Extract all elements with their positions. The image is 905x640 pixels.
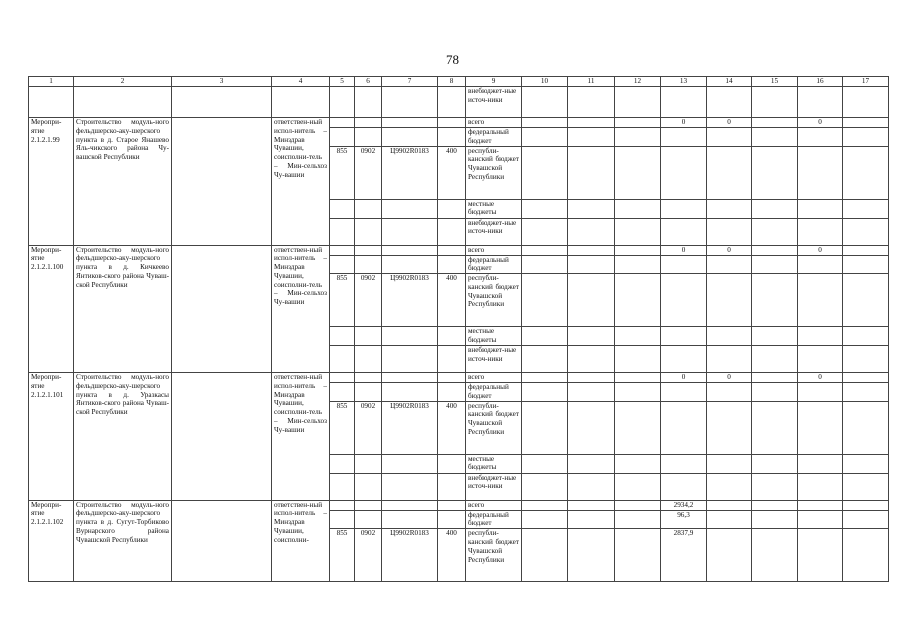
column-number: 15 xyxy=(752,77,798,87)
column-number-row xyxy=(29,77,889,87)
kbk-csr: Ц9902R0183 xyxy=(382,146,438,199)
value-col14 xyxy=(707,401,752,454)
kbk-rzpr: 0902 xyxy=(355,146,382,199)
event-code: Меропри-ятие 2.1.2.1.102 xyxy=(29,500,74,582)
value-col13 xyxy=(661,383,707,402)
column-number: 3 xyxy=(172,77,272,87)
page-number: 78 xyxy=(446,52,459,67)
funding-source-cell: всего xyxy=(466,373,522,383)
column-number: 1 xyxy=(29,77,74,87)
funding-source-cell: федеральный бюджет xyxy=(466,510,522,529)
funding-source-cell: всего xyxy=(466,245,522,255)
kbk-vr: 400 xyxy=(438,529,466,582)
value-col16: 0 xyxy=(798,245,843,255)
value-col14 xyxy=(707,274,752,327)
funding-source-cell: местные бюджеты xyxy=(466,454,522,473)
value-col13 xyxy=(661,255,707,274)
funding-source-cell: республи-канский бюджет Чувашской Республики xyxy=(466,274,522,327)
funding-source-cell: всего xyxy=(466,118,522,128)
value-col16 xyxy=(798,146,843,199)
kbk-vr: 400 xyxy=(438,401,466,454)
column-number: 8 xyxy=(438,77,466,87)
value-col16 xyxy=(798,274,843,327)
value-col16 xyxy=(798,500,843,510)
event-executor: ответствен-ный испол-нитель – Минздрав Чувашии, соисполни-тель – Мин-сельхоз Чу-вашии xyxy=(272,245,330,373)
column-number: 6 xyxy=(355,77,382,87)
column-number: 9 xyxy=(466,77,522,87)
table-row xyxy=(29,245,889,255)
table-row xyxy=(29,373,889,383)
value-col14: 0 xyxy=(707,245,752,255)
event-name: Строительство модуль-ного фельдшерско-аку-шерского пункта в д. Кичкеево Янтиков-ского района Чуваш-ской Республики xyxy=(74,245,172,373)
value-col14 xyxy=(707,255,752,274)
funding-source-cell: внебюджет-ные источ-ники xyxy=(466,87,522,118)
column-number: 13 xyxy=(661,77,707,87)
value-col14: 0 xyxy=(707,373,752,383)
value-col16: 0 xyxy=(798,373,843,383)
funding-source-cell: внебюджет-ные источ-ники xyxy=(466,346,522,373)
kbk-grbs: 855 xyxy=(330,529,355,582)
column-number: 14 xyxy=(707,77,752,87)
column-number: 2 xyxy=(74,77,172,87)
event-code: Меропри-ятие 2.1.2.1.101 xyxy=(29,373,74,501)
value-col16 xyxy=(798,529,843,582)
value-col16 xyxy=(798,401,843,454)
value-col16 xyxy=(798,510,843,529)
kbk-grbs: 855 xyxy=(330,274,355,327)
value-col14 xyxy=(707,510,752,529)
event-code: Меропри-ятие 2.1.2.1.100 xyxy=(29,245,74,373)
value-col13: 0 xyxy=(661,118,707,128)
column-number: 5 xyxy=(330,77,355,87)
event-code: Меропри-ятие 2.1.2.1.99 xyxy=(29,118,74,246)
kbk-grbs: 855 xyxy=(330,401,355,454)
value-col14 xyxy=(707,146,752,199)
funding-source-cell: республи-канский бюджет Чувашской Республики xyxy=(466,401,522,454)
value-col13 xyxy=(661,401,707,454)
value-col14: 0 xyxy=(707,118,752,128)
value-col13: 2837,9 xyxy=(661,529,707,582)
value-col13 xyxy=(661,128,707,147)
column-number: 17 xyxy=(843,77,889,87)
value-col13 xyxy=(661,146,707,199)
column-number: 4 xyxy=(272,77,330,87)
kbk-csr: Ц9902R0183 xyxy=(382,529,438,582)
funding-source-cell: внебюджет-ные источ-ники xyxy=(466,473,522,500)
column-number: 11 xyxy=(568,77,615,87)
funding-source-cell: федеральный бюджет xyxy=(466,255,522,274)
funding-source-cell: федеральный бюджет xyxy=(466,128,522,147)
carry-over-row xyxy=(29,87,889,118)
funding-source-cell: внебюджет-ные источ-ники xyxy=(466,218,522,245)
event-executor: ответствен-ный испол-нитель – Минздрав Чувашии, соисполни-тель – Мин-сельхоз Чу-вашии xyxy=(272,373,330,501)
funding-source-cell: местные бюджеты xyxy=(466,199,522,218)
column-number: 12 xyxy=(615,77,661,87)
kbk-csr: Ц9902R0183 xyxy=(382,274,438,327)
kbk-vr: 400 xyxy=(438,274,466,327)
value-col13: 0 xyxy=(661,245,707,255)
kbk-csr: Ц9902R0183 xyxy=(382,401,438,454)
budget-table xyxy=(28,76,889,582)
funding-source-cell: республи-канский бюджет Чувашской Республики xyxy=(466,529,522,582)
column-number: 10 xyxy=(522,77,568,87)
event-executor: ответствен-ный испол-нитель – Минздрав Чувашии, соисполни-тель – Мин-сельхоз Чу-вашии xyxy=(272,118,330,246)
table-row xyxy=(29,500,889,510)
kbk-rzpr: 0902 xyxy=(355,274,382,327)
funding-source-cell: всего xyxy=(466,500,522,510)
value-col14 xyxy=(707,529,752,582)
kbk-rzpr: 0902 xyxy=(355,401,382,454)
value-col13 xyxy=(661,274,707,327)
value-col14 xyxy=(707,500,752,510)
table-row xyxy=(29,118,889,128)
column-number: 7 xyxy=(382,77,438,87)
event-name: Строительство модуль-ного фельдшерско-аку-шерского пункта в д. Старое Янашево Яль-чикского района Чу-вашской Республики xyxy=(74,118,172,246)
event-executor: ответствен-ный испол-нитель – Минздрав Чувашии, соисполни- xyxy=(272,500,330,582)
column-number: 16 xyxy=(798,77,843,87)
value-col14 xyxy=(707,383,752,402)
value-col13: 96,3 xyxy=(661,510,707,529)
funding-source-cell: местные бюджеты xyxy=(466,327,522,346)
value-col16 xyxy=(798,383,843,402)
funding-source-cell: республи-канский бюджет Чувашской Республики xyxy=(466,146,522,199)
event-name: Строительство модуль-ного фельдшерско-аку-шерского пункта в д. Сугут-Торбиково Вурнарского района Чувашской Республики xyxy=(74,500,172,582)
kbk-grbs: 855 xyxy=(330,146,355,199)
funding-source-cell: федеральный бюджет xyxy=(466,383,522,402)
value-col16 xyxy=(798,128,843,147)
kbk-vr: 400 xyxy=(438,146,466,199)
value-col16: 0 xyxy=(798,118,843,128)
value-col16 xyxy=(798,255,843,274)
value-col13: 0 xyxy=(661,373,707,383)
event-name: Строительство модуль-ного фельдшерско-аку-шерского пункта в д. Уразкасы Янтиков-ского района Чуваш-ской Республики xyxy=(74,373,172,501)
value-col13: 2934,2 xyxy=(661,500,707,510)
kbk-rzpr: 0902 xyxy=(355,529,382,582)
value-col14 xyxy=(707,128,752,147)
